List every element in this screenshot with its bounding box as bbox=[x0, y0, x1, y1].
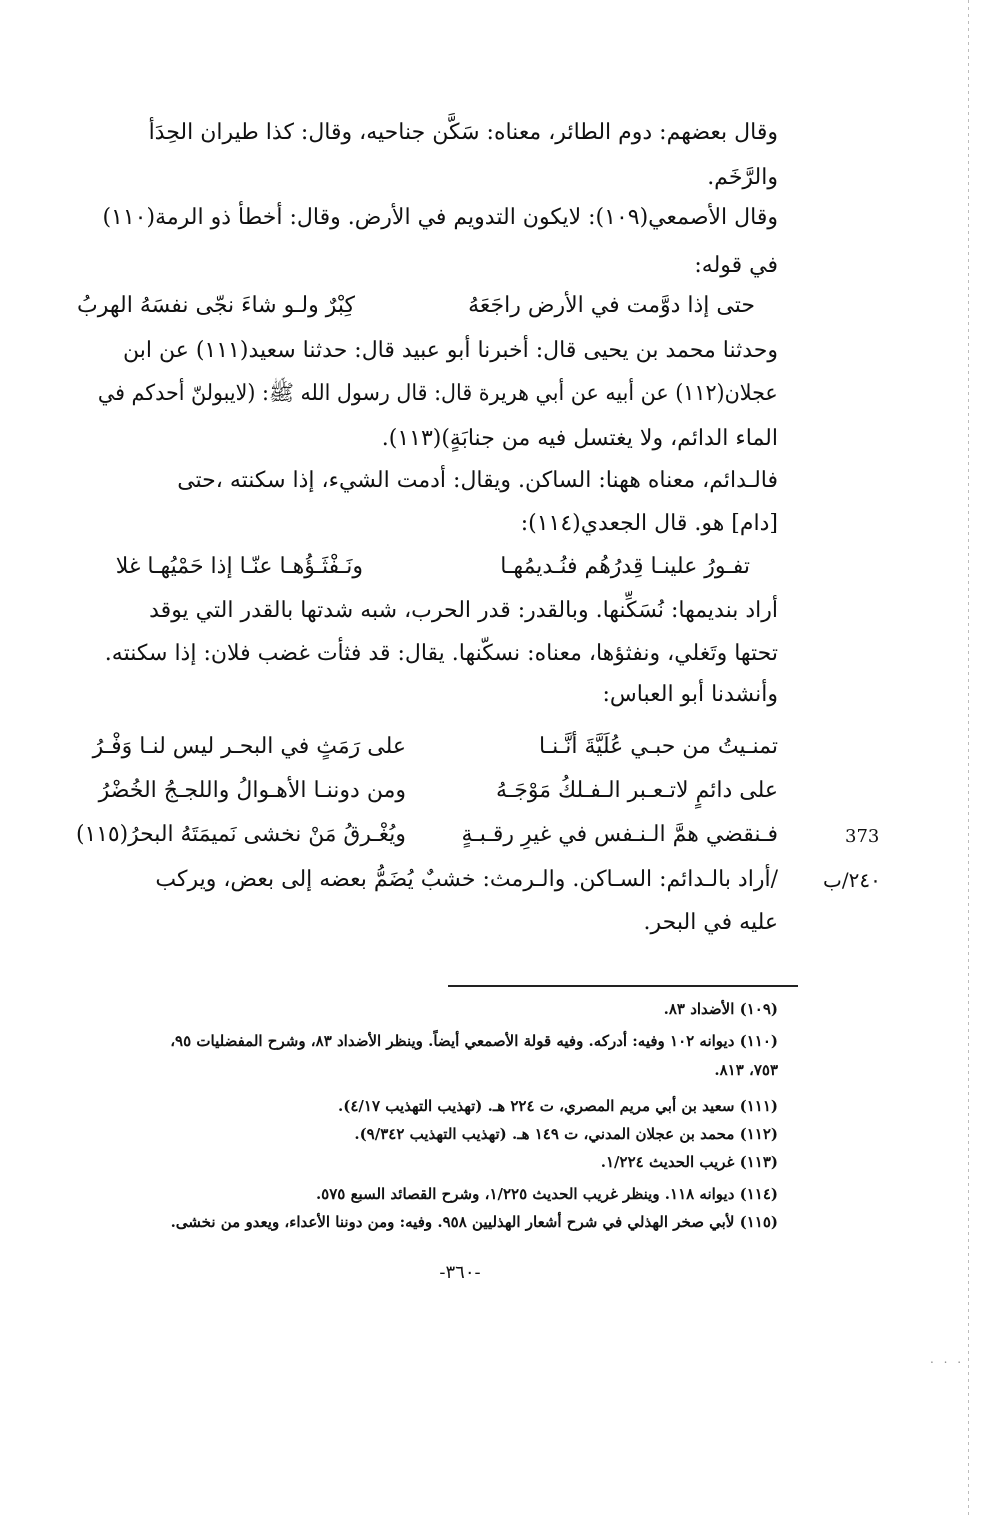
margin-page-ref: 373 bbox=[845, 826, 880, 847]
body-line-11: تحتها وتَغلي، ونفثؤها، معناه: نسكّنها. يقال: قد فثأت غضب فلان: إذا سكنته. bbox=[104, 641, 778, 666]
verse-5-second-hemistich: ويُغْـرقُ مَنْ نخشى نَميمَتَهُ البحرُ(١١٥) bbox=[76, 822, 406, 847]
scan-edge-line bbox=[968, 0, 969, 1517]
footnote-112: (١١٢) محمد بن عجلان المدني، ت ١٤٩ هـ. (تهذيب التهذيب ٩/٣٤٢). bbox=[354, 1125, 778, 1143]
verse-1-second-hemistich: كِبْرٌ ولـو شاءَ نجّى نفسَهُ الهربُ bbox=[77, 293, 355, 318]
scan-dots: . . . bbox=[930, 1352, 965, 1366]
footnote-109: (١٠٩) الأضداد ٨٣. bbox=[663, 1000, 778, 1018]
body-line-1: وقال بعضهم: دوم الطائر، معناه: سَكَّن جناحيه، وقال: كذا طيران الحِدَأ bbox=[148, 120, 778, 145]
footnote-110: (١١٠) ديوانه ١٠٢ وفيه: أدركه. وفيه قولة الأصمعي أيضاً. وينظر الأضداد ٨٣، وشرح المفضليات ٩٥، bbox=[170, 1032, 778, 1050]
footnote-114: (١١٤) ديوانه ١١٨. وينظر غريب الحديث ١/٢٢٥، وشرح القصائد السبع ٥٧٥. bbox=[315, 1185, 778, 1203]
verse-4-first-hemistich: على دائمٍ لاتـعـبر الـفـلكُ مَوْجَـهُ bbox=[496, 778, 778, 803]
body-line-9: [دام] هو. قال الجعدي(١١٤): bbox=[520, 511, 778, 536]
verse-2-first-hemistich: تفـورُ علينـا قِدرُهُم فنُـديمُهـا bbox=[500, 554, 750, 579]
footnote-110-cont: ٧٥٣، ٨١٣. bbox=[714, 1061, 778, 1079]
body-line-12: وأنشدنا أبو العباس: bbox=[602, 682, 778, 707]
body-line-14: عليه في البحر. bbox=[643, 910, 778, 935]
verse-5-first-hemistich: فـنقضي همَّ الـنـفس في غيرِ رقـبـةٍ bbox=[461, 822, 778, 847]
body-line-2: والرَّخَم. bbox=[707, 165, 778, 190]
body-line-13: /أراد بالـدائم: السـاكن. والـرمث: خشبٌ يُضَمُّ بعضه إلى بعض، ويركب bbox=[155, 867, 778, 892]
verse-2-second-hemistich: ونَـفْثَـؤُهـا عنّـا إذا حَمْيُهـا غلا bbox=[115, 554, 363, 579]
body-line-3: وقال الأصمعي(١٠٩): لايكون التدويم في الأرض. وقال: أخطأ ذو الرمة(١١٠) bbox=[102, 205, 778, 230]
body-line-7: الماء الدائم، ولا يغتسل فيه من جنابَةٍ)(١١٣). bbox=[381, 426, 778, 451]
body-line-5: وحدثنا محمد بن يحيى قال: أخبرنا أبو عبيد قال: حدثنا سعيد(١١١) عن ابن bbox=[122, 338, 778, 363]
footnote-separator bbox=[448, 985, 798, 987]
footnote-111: (١١١) سعيد بن أبي مريم المصري، ت ٢٢٤ هـ. (تهذيب التهذيب ٤/١٧). bbox=[338, 1097, 778, 1115]
verse-4-second-hemistich: ومن دوننـا الأهـوالُ واللجـجُ الخُضْرُ bbox=[98, 778, 406, 803]
margin-folio-mark: ٢٤٠/ب bbox=[823, 868, 881, 892]
footnote-115: (١١٥) لأبي صخر الهذلي في شرح أشعار الهذليين ٩٥٨. وفيه: ومن دوننا الأعداء، ويعدو من نخشى. bbox=[170, 1213, 778, 1231]
body-line-6: عجلان(١١٢) عن أبيه عن أبي هريرة قال: قال رسول الله ﷺ: (لايبولنّ أحدكم في bbox=[98, 381, 778, 406]
verse-3-second-hemistich: على رَمَثٍ في البحـر ليس لنـا وَفْـرُ bbox=[92, 734, 406, 759]
verse-3-first-hemistich: تمنـيتُ من حبـي عُلَيَّةَ أنَّـنـا bbox=[538, 734, 778, 759]
body-line-8: فالـدائم، معناه ههنا: الساكن. ويقال: أدمت الشيء، إذا سكنته ،حتى bbox=[177, 468, 778, 493]
footnote-113: (١١٣) غريب الحديث ١/٢٢٤. bbox=[600, 1153, 778, 1171]
body-line-10: أراد بنديمها: نُسَكِّنها. وبالقدر: قدر الحرب، شبه شدتها بالقدر التي يوقد bbox=[149, 598, 778, 623]
verse-1-first-hemistich: حتى إذا دوَّمت في الأرض راجَعَهُ bbox=[468, 293, 755, 318]
body-line-4: في قوله: bbox=[694, 253, 778, 278]
page-number: -٣٦٠- bbox=[439, 1262, 481, 1283]
